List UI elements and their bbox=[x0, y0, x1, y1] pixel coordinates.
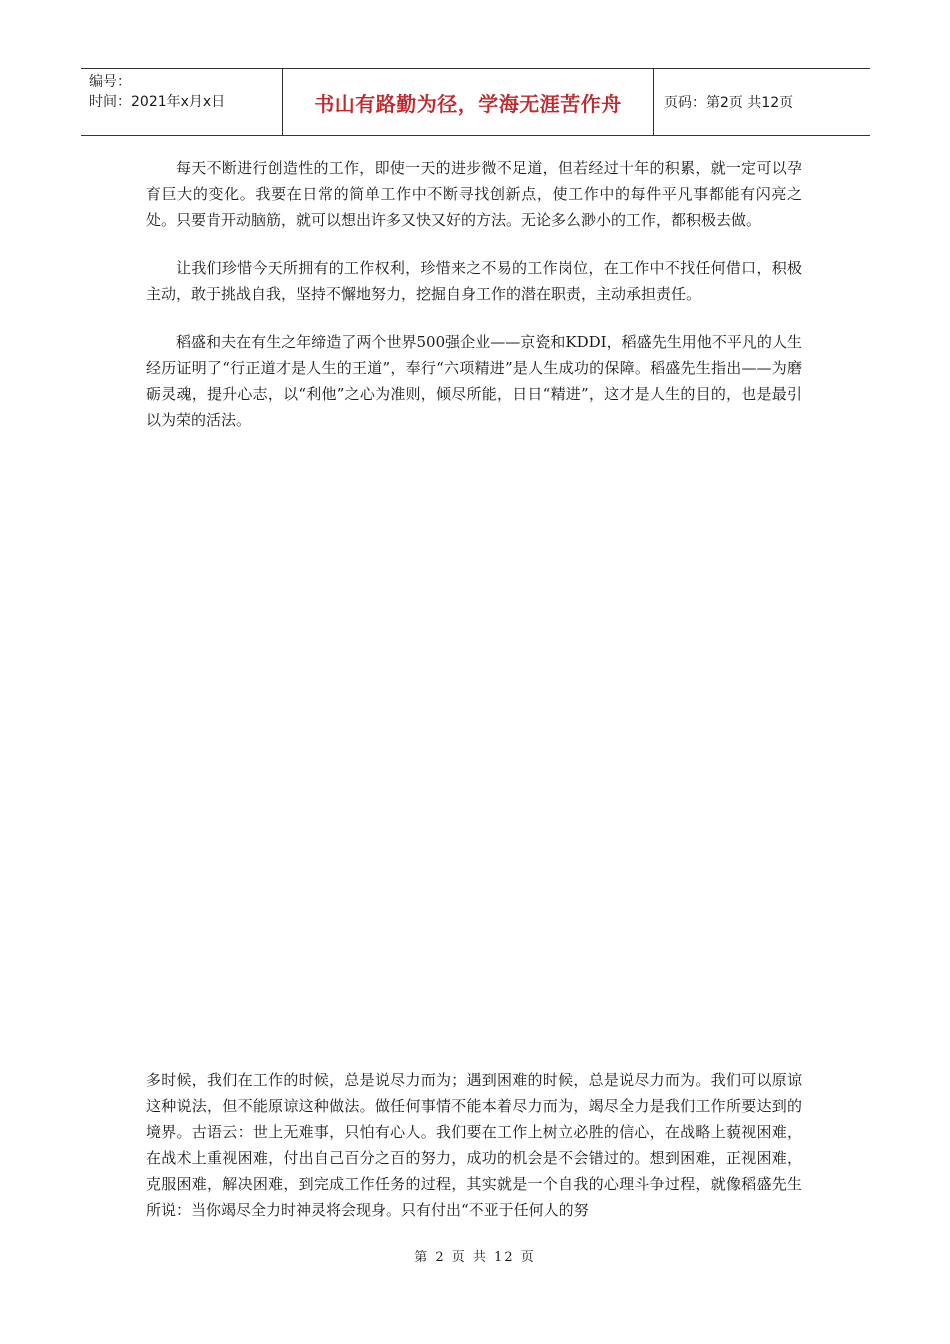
header-motto: 书山有路勤为径，学海无涯苦作舟 bbox=[282, 69, 654, 135]
main-body bbox=[146, 155, 802, 433]
paragraph-1: 每天不断进行创造性的工作，即使一天的进步微不足道，但若经过十年的积累，就一定可以孕育巨大的变化。我要在日常的简单工作中不断寻找创新点，使工作中的每件平凡事都能有闪亮之处。只要肯开动脑筋，就可以想出许多又快又好的方法。无论多么渺小的工作，都积极去做。 bbox=[146, 159, 802, 229]
number-label: 编号： bbox=[89, 74, 131, 90]
time-label: 时间：2021年x月x日 bbox=[89, 94, 226, 110]
paragraph-2: 让我们珍惜今天所拥有的工作权利，珍惜来之不易的工作岗位，在工作中不找任何借口，积极主动，敢于挑战自我，坚持不懈地努力，挖掘自身工作的潜在职责，主动承担责任。 bbox=[146, 259, 802, 303]
header-page-info: 页码：第2页 共12页 bbox=[664, 95, 794, 111]
bottom-paragraph: 多时候，我们在工作的时候，总是说尽力而为；遇到困难的时候，总是说尽力而为。我们可以原谅这种说法，但不能原谅这种做法。做任何事情不能本着尽力而为，竭尽全力是我们工作所要达到的境界。古语云：世上无难事，只怕有心人。我们要在工作上树立必胜的信心，在战略上藐视困难，在战术上重视困难，付出自己百分之百的努力，成功的机会是不会错过的。想到困难，正视困难，克服困难，解决困难，到完成工作任务的过程，其实就是一个自我的心理斗争过程，就像稻盛先生所说：当你竭尽全力时神灵将会现身。只有付出“不亚于任何人的努 bbox=[146, 1071, 802, 1219]
page-header bbox=[81, 68, 870, 136]
page-footer: 第 2 页 共 12 页 bbox=[414, 1250, 536, 1265]
header-meta bbox=[81, 69, 282, 135]
paragraph-3: 稻盛和夫在有生之年缔造了两个世界500强企业——京瓷和KDDI，稻盛先生用他不平凡的人生经历证明了“行正道才是人生的王道”，奉行“六项精进”是人生成功的保障。稻盛先生指出——为磨砺灵魂，提升心志，以“利他”之心为准则，倾尽所能，日日“精进”，这才是人生的目的，也是最引以为荣的活法。 bbox=[146, 333, 802, 429]
